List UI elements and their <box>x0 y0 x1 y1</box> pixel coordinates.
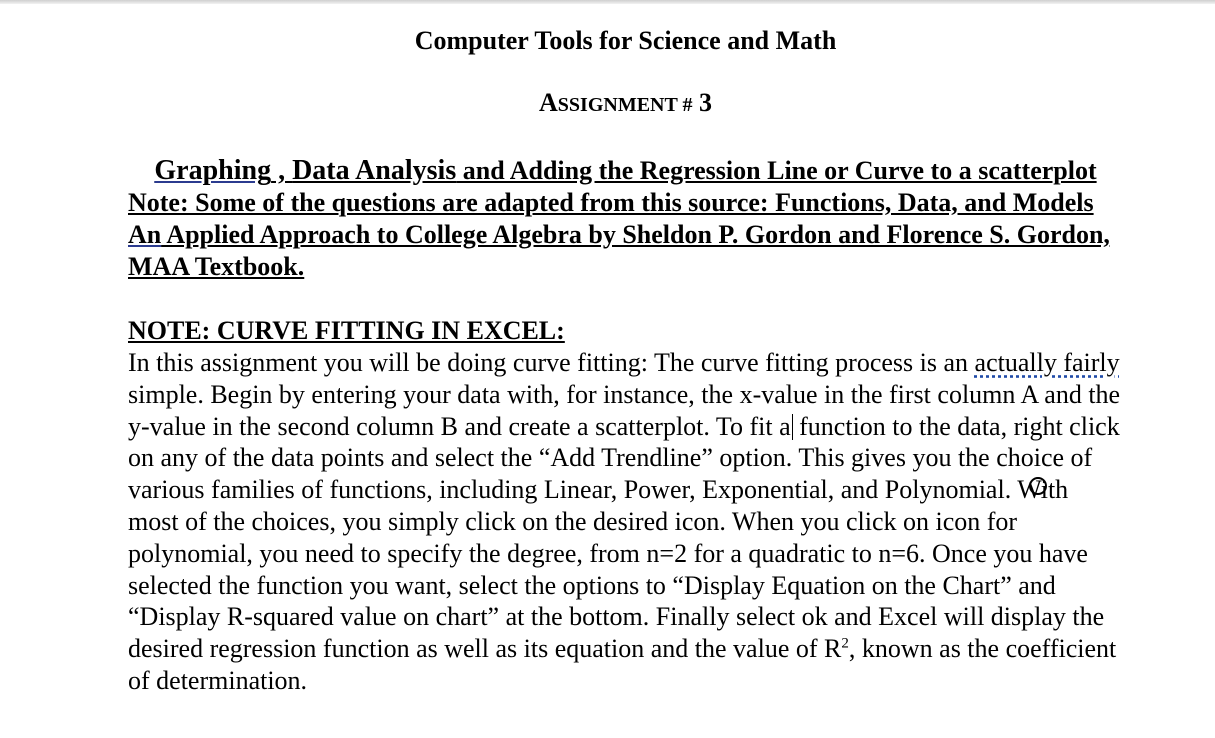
source-note <box>128 187 1123 283</box>
body-paragraph[interactable] <box>128 347 1123 697</box>
superscript-2: 2 <box>841 635 849 652</box>
paragraph-sentence-1: In this assignment you will be doing curve fitting: The curve fitting process is an <box>128 348 975 377</box>
source-note-text-b: Applied Approach to College Algebra by Sheldon P. Gordon and Florence S. Gordon, MAA Textbook. <box>128 220 1110 281</box>
paragraph-sentence-2: simple. Begin by entering your data with, for instance, the x-value in the first column A and the y-value in the second column B and create a scatterplot. To fit a <box>128 379 1121 441</box>
busy-cursor-icon <box>1029 477 1047 495</box>
heading-graphing: Graphing <box>154 155 272 186</box>
grammar-flag[interactable]: actually fairly <box>974 348 1120 377</box>
window-top-edge <box>0 0 1215 4</box>
document-title: Computer Tools for Science and Math <box>414 26 837 55</box>
section-heading: NOTE: CURVE FITTING IN EXCEL: <box>128 316 565 345</box>
paragraph-sentence-4: , known as the coefficient of determination. <box>128 634 1117 695</box>
assignment-word: SSIGNMENT # <box>557 94 693 116</box>
paragraph-sentence-3: function to the data, right click on any of the data points and select the “Add Trendline” option. This gives you the choice of various families of functions, including Linear, Power, Exponential, and Polynomial. With most of the choices, you simply click on the desired icon. When you click on icon for polynomial, you need to specify the degree, from n=2 for a quadratic to n=6. Once you have selected the function you want, select the options to “Display Equation on the Chart” and “Display R-squared value on chart” at the bottom. Finally select ok and Excel will display the desired regression function as well as its equation and the value of R <box>128 411 1120 664</box>
heading-rest: and Adding the Regression Line or Curve to a scatterplot <box>456 156 1097 185</box>
document-page[interactable] <box>128 22 1123 697</box>
assignment-first-letter: A <box>539 88 558 117</box>
heading-comma: , <box>271 155 293 186</box>
source-note-an: An <box>128 220 162 249</box>
assignment-number: 3 <box>698 88 712 117</box>
assignment-topic-heading <box>128 154 1123 187</box>
heading-data-analysis: Data Analysis <box>292 155 457 186</box>
source-note-text-a: Note: Some of the questions are adapted from this source: Functions, Data, and Models <box>128 188 1094 217</box>
assignment-heading <box>128 84 1123 124</box>
